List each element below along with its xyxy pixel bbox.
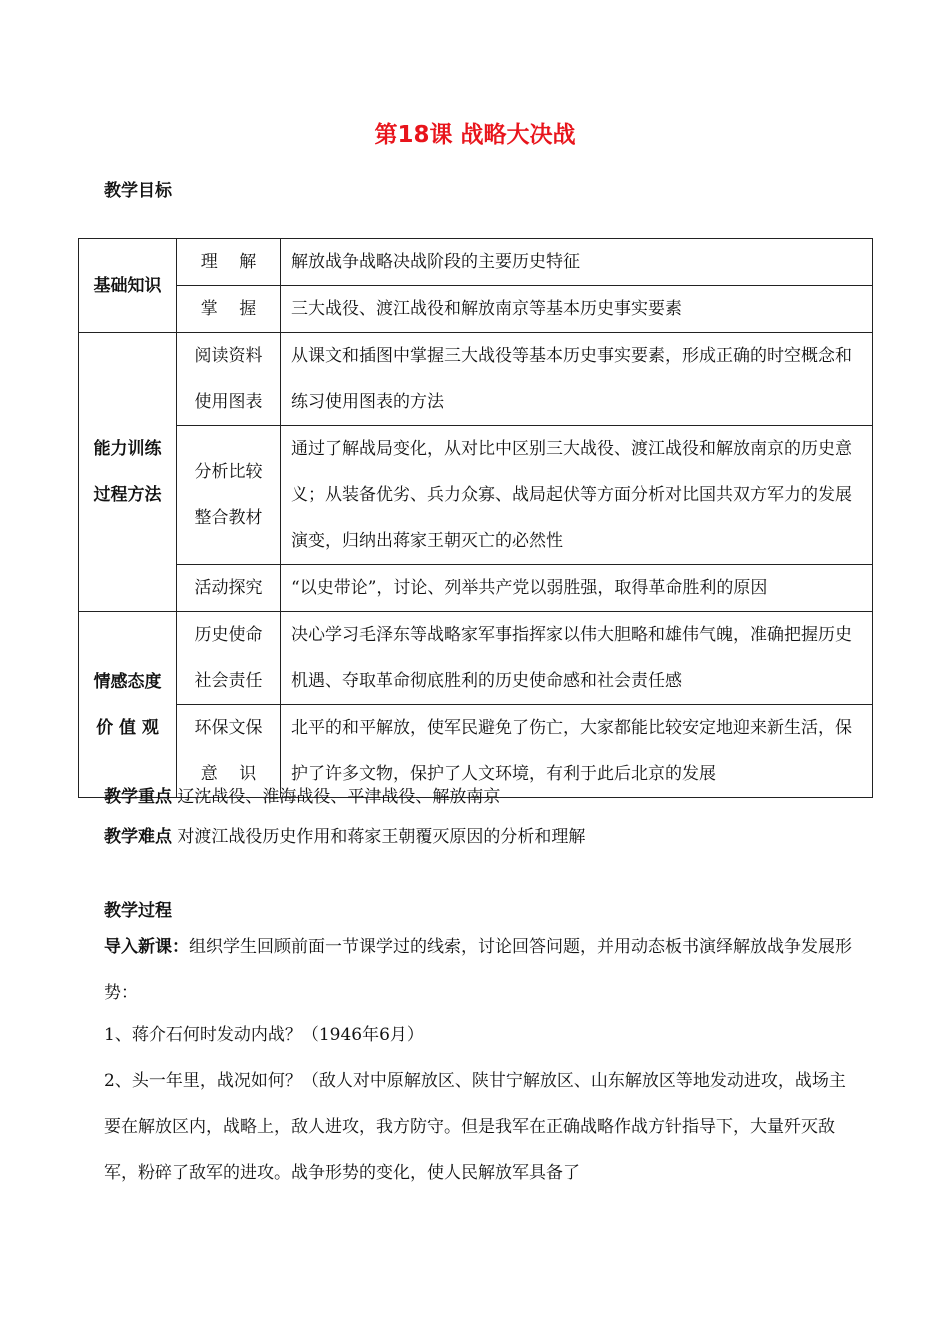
intro-paragraph [104, 924, 854, 1016]
intro-text: 组织学生回顾前面一节课学过的线索，讨论回答问题，并用动态板书演绎解放战争发展形势： [104, 937, 852, 1003]
table-row [79, 286, 873, 333]
sub-protection-line-2: 意 识 [200, 764, 257, 784]
table-row [79, 239, 873, 286]
key-points-text: 辽沈战役、淮海战役、平津战役、解放南京 [177, 787, 501, 807]
desc-reading: 从课文和插图中掌握三大战役等基本历史事实要素，形成正确的时空概念和练习使用图表的方法 [281, 333, 873, 426]
desc-protection: 北平的和平解放，使军民避免了伤亡，大家都能比较安定地迎来新生活，保护了许多文物，保护了人文环境，有利于此后北京的发展 [281, 705, 873, 798]
question-1: 1、蒋介石何时发动内战？（1946年6月） [104, 1025, 424, 1045]
table-row [79, 565, 873, 612]
category-emotion [79, 612, 177, 798]
desc-understand: 解放战争战略决战阶段的主要历史特征 [281, 239, 873, 286]
desc-mission: 决心学习毛泽东等战略家军事指挥家以伟大胆略和雄伟气魄，准确把握历史机遇、夺取革命彻底胜利的历史使命感和社会责任感 [281, 612, 873, 705]
sub-master: 掌 握 [177, 286, 281, 333]
sub-reading-line-2: 使用图表 [194, 392, 263, 412]
process-heading: 教学过程 [104, 901, 172, 921]
key-points-label: 教学重点 [104, 787, 172, 807]
desc-master: 三大战役、渡江战役和解放南京等基本历史事实要素 [281, 286, 873, 333]
sub-activity: 活动探究 [177, 565, 281, 612]
table-row [79, 705, 873, 798]
category-emotion-line-1: 情感态度 [93, 671, 162, 692]
sub-analysis-line-1: 分析比较 [194, 462, 263, 482]
sub-reading [177, 333, 281, 426]
key-points [104, 786, 854, 808]
sub-mission [177, 612, 281, 705]
desc-activity: “以史带论”，讨论、列举共产党以弱胜强，取得革命胜利的原因 [281, 565, 873, 612]
sub-analysis-line-2: 整合教材 [194, 508, 263, 528]
intro-label: 导入新课： [104, 937, 189, 957]
category-ability-line-2: 过程方法 [93, 485, 162, 505]
sub-analysis [177, 426, 281, 565]
table-row [79, 333, 873, 426]
page-title: 第18课 战略大决战 [374, 122, 576, 148]
category-ability [79, 333, 177, 612]
difficulties-text: 对渡江战役历史作用和蒋家王朝覆灭原因的分析和理解 [177, 827, 586, 847]
category-basic-knowledge: 基础知识 [79, 239, 177, 333]
table-row [79, 612, 873, 705]
category-ability-line-1: 能力训练 [93, 439, 162, 459]
question-2: 2、头一年里，战况如何？（敌人对中原解放区、陕甘宁解放区、山东解放区等地发动进攻，战场主要在解放区内，战略上，敌人进攻，我方防守。但是我军在正确战略作战方针指导下，大量歼灭敌军，粉碎了敌军的进攻。战争形势的变化，使人民解放军具备了 [104, 1071, 846, 1183]
objectives-heading: 教学目标 [104, 181, 172, 201]
sub-mission-line-1: 历史使命 [194, 625, 263, 645]
table-row [79, 426, 873, 565]
sub-mission-line-2: 社会责任 [194, 671, 263, 691]
sub-reading-line-1: 阅读资料 [194, 346, 263, 366]
desc-analysis: 通过了解战局变化，从对比中区别三大战役、渡江战役和解放南京的历史意义；从装备优劣、兵力众寡、战局起伏等方面分析对比国共双方军力的发展演变，归纳出蒋家王朝灭亡的必然性 [281, 426, 873, 565]
sub-protection [177, 705, 281, 798]
category-emotion-line-2: 价 值 观 [96, 717, 159, 738]
sub-protection-line-1: 环保文保 [194, 718, 263, 738]
objectives-table [78, 238, 873, 798]
sub-understand: 理 解 [177, 239, 281, 286]
difficulties-label: 教学难点 [104, 827, 172, 847]
difficulties [104, 826, 854, 848]
